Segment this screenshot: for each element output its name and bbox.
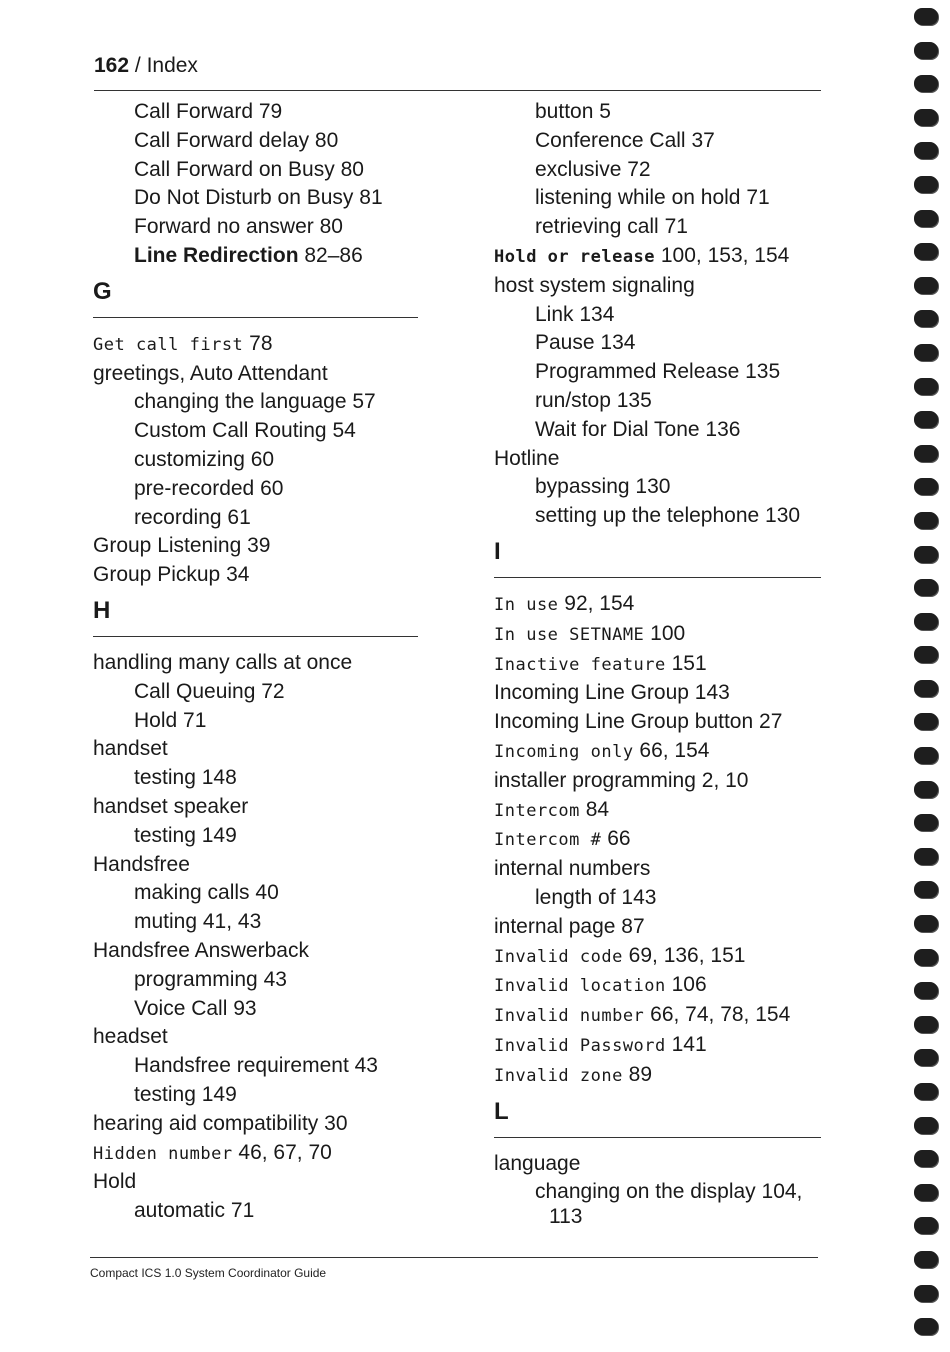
index-subentry bbox=[494, 884, 824, 913]
index-term: Handsfree bbox=[93, 852, 190, 876]
index-page-numbers: 37 bbox=[691, 128, 715, 152]
index-subentry bbox=[93, 184, 418, 213]
index-term: Hold bbox=[93, 1170, 137, 1194]
index-term: host system signaling bbox=[494, 273, 695, 297]
index-page-numbers: 80 bbox=[314, 128, 339, 152]
binding-ring bbox=[914, 1117, 938, 1134]
index-page-numbers: 143 bbox=[621, 885, 657, 909]
index-entry bbox=[93, 937, 418, 966]
index-term: Hold or release bbox=[494, 246, 656, 267]
index-page-numbers: 66, 74, 78, 154 bbox=[650, 1003, 791, 1027]
binding-ring bbox=[914, 378, 938, 395]
index-page-numbers: 141 bbox=[671, 1032, 707, 1056]
index-term: testing bbox=[134, 823, 196, 847]
index-subentry bbox=[494, 156, 824, 185]
index-term: headset bbox=[93, 1025, 168, 1049]
index-entry bbox=[494, 855, 824, 884]
index-term: muting bbox=[134, 910, 198, 934]
index-term: recording bbox=[134, 505, 222, 529]
letter-rule bbox=[494, 1137, 821, 1138]
index-term: Link bbox=[535, 302, 574, 326]
index-subentry bbox=[93, 417, 418, 446]
index-term: Hold bbox=[134, 708, 178, 732]
index-term: retrieving call bbox=[535, 215, 659, 239]
index-subentry bbox=[93, 908, 418, 937]
index-page-numbers: 40 bbox=[255, 881, 279, 905]
binding-ring bbox=[914, 1217, 938, 1234]
index-entry bbox=[494, 737, 824, 767]
index-page-numbers: 135 bbox=[745, 360, 781, 384]
index-subentry bbox=[494, 184, 824, 213]
index-subentry bbox=[93, 127, 418, 156]
index-term: Intercom # bbox=[494, 830, 602, 851]
binding-ring bbox=[914, 1251, 938, 1268]
index-term: Inactive feature bbox=[494, 654, 666, 675]
index-entry bbox=[494, 708, 824, 737]
index-subentry bbox=[494, 358, 824, 387]
index-term: Voice Call bbox=[134, 996, 228, 1020]
index-term: pre-recorded bbox=[134, 476, 255, 500]
index-subentry bbox=[494, 127, 824, 156]
index-term: Hotline bbox=[494, 446, 560, 470]
index-page-numbers: 104, bbox=[761, 1180, 803, 1204]
index-subentry bbox=[93, 995, 418, 1024]
index-term: Incoming Line Group button bbox=[494, 710, 754, 734]
index-page-numbers: 71 bbox=[664, 215, 688, 239]
index-term: Call Forward on Busy bbox=[134, 157, 335, 181]
binding-ring bbox=[914, 546, 938, 563]
index-page-numbers: 148 bbox=[201, 766, 237, 790]
index-page-numbers: 80 bbox=[319, 215, 343, 239]
index-subentry bbox=[93, 504, 418, 533]
index-entry bbox=[494, 767, 824, 796]
index-term: changing on the display bbox=[535, 1180, 756, 1204]
index-term: Invalid number bbox=[494, 1006, 645, 1027]
index-term: Incoming Line Group bbox=[494, 681, 689, 705]
index-term: button bbox=[535, 100, 594, 123]
index-page-numbers: 71 bbox=[183, 708, 207, 732]
letter-rule bbox=[93, 636, 418, 637]
index-subentry bbox=[93, 1081, 418, 1110]
footer-text: Compact ICS 1.0 System Coordinator Guide bbox=[90, 1266, 327, 1280]
index-page-numbers: 30 bbox=[324, 1111, 348, 1135]
index-term: Call Forward delay bbox=[134, 128, 310, 152]
index-term: Forward no answer bbox=[134, 215, 314, 239]
index-term: Invalid zone bbox=[494, 1065, 623, 1086]
index-term: Pause bbox=[535, 331, 595, 355]
index-entry bbox=[93, 330, 418, 360]
index-term: Programmed Release bbox=[535, 360, 740, 384]
index-entry bbox=[494, 272, 824, 301]
binding-ring bbox=[914, 646, 938, 663]
binding-ring bbox=[914, 277, 938, 294]
index-page-numbers: 130 bbox=[635, 475, 671, 499]
binding-ring bbox=[914, 310, 938, 327]
index-term: Call Queuing bbox=[134, 679, 256, 703]
footer-rule bbox=[90, 1257, 818, 1258]
binding-ring bbox=[914, 42, 938, 59]
index-term: Intercom bbox=[494, 800, 580, 821]
index-entry bbox=[494, 1061, 824, 1091]
binding-ring bbox=[914, 210, 938, 227]
binding-ring bbox=[914, 478, 938, 495]
index-page-numbers: 84 bbox=[585, 797, 610, 821]
index-term: Line Redirection bbox=[134, 243, 299, 267]
index-entry bbox=[494, 1150, 824, 1179]
index-page-numbers: 130 bbox=[765, 504, 801, 528]
index-page-numbers: 100 bbox=[650, 621, 686, 645]
index-subentry bbox=[93, 1197, 418, 1226]
index-entry bbox=[93, 851, 418, 880]
index-entry bbox=[494, 242, 824, 272]
index-page-numbers: 80 bbox=[340, 157, 364, 181]
index-term: customizing bbox=[134, 447, 245, 471]
index-term: setting up the telephone bbox=[535, 504, 760, 528]
page-number: 162 bbox=[94, 54, 130, 77]
index-subentry bbox=[494, 387, 824, 416]
index-letter-heading: H bbox=[93, 596, 111, 624]
index-page-numbers: 2, 10 bbox=[701, 768, 749, 792]
index-page-numbers: 134 bbox=[579, 302, 615, 326]
index-subentry bbox=[93, 822, 418, 851]
index-entry bbox=[494, 650, 824, 680]
index-page-numbers: 72 bbox=[261, 679, 285, 703]
binding-ring bbox=[914, 1150, 938, 1167]
index-page-numbers: 43 bbox=[354, 1054, 378, 1078]
binding-ring bbox=[914, 680, 938, 697]
index-page-numbers: 79 bbox=[258, 100, 283, 123]
index-page-numbers: 81 bbox=[359, 186, 383, 210]
index-page-numbers: 69, 136, 151 bbox=[628, 943, 746, 967]
index-subentry bbox=[93, 213, 418, 242]
index-page-numbers: 113 bbox=[549, 1205, 583, 1229]
index-entry bbox=[494, 796, 824, 826]
index-term: Group Listening bbox=[93, 534, 242, 558]
binding-ring bbox=[914, 982, 938, 999]
index-term: Invalid location bbox=[494, 976, 666, 997]
index-subentry bbox=[494, 301, 824, 330]
index-term: language bbox=[494, 1151, 581, 1175]
index-entry bbox=[494, 679, 824, 708]
index-term: run/stop bbox=[535, 388, 611, 412]
index-entry bbox=[494, 1203, 824, 1232]
index-term: Conference Call bbox=[535, 128, 686, 152]
index-page-numbers: 66, 154 bbox=[639, 738, 710, 762]
binding-ring bbox=[914, 814, 938, 831]
index-term: length of bbox=[535, 885, 616, 909]
index-page-numbers: 106 bbox=[671, 973, 707, 997]
binding-ring bbox=[914, 949, 938, 966]
index-page-numbers: 89 bbox=[628, 1062, 653, 1086]
index-page-numbers: 54 bbox=[332, 419, 356, 443]
binding-ring bbox=[914, 445, 938, 462]
binding-ring bbox=[914, 8, 938, 25]
index-subentry bbox=[494, 502, 824, 531]
binding-ring bbox=[914, 915, 938, 932]
binding-ring bbox=[914, 243, 938, 260]
index-subentry bbox=[93, 966, 418, 995]
index-term: testing bbox=[134, 1082, 196, 1106]
index-term: making calls bbox=[134, 881, 250, 905]
section-title: Index bbox=[146, 54, 198, 77]
index-subentry bbox=[93, 475, 418, 504]
binding-ring bbox=[914, 1083, 938, 1100]
index-page-numbers: 46, 67, 70 bbox=[238, 1140, 332, 1164]
index-term: handset speaker bbox=[93, 794, 249, 818]
index-term: programming bbox=[134, 967, 258, 991]
binding-ring bbox=[914, 1049, 938, 1066]
index-page-numbers: 134 bbox=[600, 331, 636, 355]
index-entry bbox=[494, 913, 824, 942]
index-entry bbox=[93, 649, 418, 678]
index-page-numbers: 143 bbox=[694, 681, 730, 705]
index-page-numbers: 61 bbox=[227, 505, 251, 529]
index-page-numbers: 82–86 bbox=[304, 243, 363, 267]
index-term: hearing aid compatibility bbox=[93, 1111, 319, 1135]
index-entry bbox=[93, 1168, 418, 1197]
binding-ring bbox=[914, 142, 938, 159]
index-entry bbox=[93, 735, 418, 764]
index-page-numbers: 135 bbox=[616, 388, 652, 412]
index-page-numbers: 27 bbox=[759, 710, 783, 734]
index-entry bbox=[494, 620, 824, 650]
index-entry bbox=[93, 1139, 418, 1169]
index-subentry bbox=[93, 707, 418, 736]
index-page-numbers: 92, 154 bbox=[564, 591, 635, 615]
index-entry bbox=[494, 445, 824, 474]
index-subentry bbox=[494, 98, 824, 127]
index-entry bbox=[93, 561, 418, 590]
binding-ring bbox=[914, 1016, 938, 1033]
index-subentry bbox=[93, 1052, 418, 1081]
index-subentry bbox=[93, 242, 418, 271]
index-subentry bbox=[93, 98, 418, 127]
index-subentry bbox=[93, 678, 418, 707]
index-term: Wait for Dial Tone bbox=[535, 417, 700, 441]
index-page-numbers: 93 bbox=[233, 996, 257, 1020]
index-term: exclusive bbox=[535, 157, 622, 181]
binding-ring bbox=[914, 1184, 938, 1201]
index-page-numbers: 34 bbox=[226, 563, 250, 587]
index-entry bbox=[494, 825, 824, 855]
binding-ring bbox=[914, 1285, 938, 1302]
index-page-numbers: 5 bbox=[599, 100, 611, 123]
index-letter-heading: G bbox=[93, 277, 112, 305]
index-subentry bbox=[494, 213, 824, 242]
page-header bbox=[94, 53, 198, 79]
index-page-numbers: 136 bbox=[705, 417, 741, 441]
index-term: installer programming bbox=[494, 768, 696, 792]
index-term: changing the language bbox=[134, 390, 347, 414]
index-term: bypassing bbox=[535, 475, 630, 499]
index-term: Custom Call Routing bbox=[134, 419, 327, 443]
letter-rule bbox=[93, 317, 418, 318]
index-term: listening while on hold bbox=[535, 186, 741, 210]
index-term: internal numbers bbox=[494, 857, 651, 881]
index-entry bbox=[494, 590, 824, 620]
index-term: Call Forward bbox=[134, 100, 254, 123]
index-term: handset bbox=[93, 737, 168, 761]
index-term: handling many calls at once bbox=[93, 650, 353, 674]
index-subentry bbox=[93, 879, 418, 908]
spiral-binding bbox=[914, 8, 944, 1352]
index-column-left bbox=[93, 98, 418, 1226]
index-page-numbers: 87 bbox=[621, 914, 645, 938]
index-page-numbers: 72 bbox=[627, 157, 651, 181]
binding-ring bbox=[914, 747, 938, 764]
binding-ring bbox=[914, 781, 938, 798]
binding-ring bbox=[914, 881, 938, 898]
index-subentry bbox=[93, 446, 418, 475]
index-entry bbox=[93, 532, 418, 561]
binding-ring bbox=[914, 713, 938, 730]
index-term: Handsfree Answerback bbox=[93, 938, 309, 962]
header-rule bbox=[94, 90, 821, 91]
index-term: In use bbox=[494, 594, 559, 615]
index-page-numbers: 66 bbox=[607, 827, 631, 851]
index-entry bbox=[494, 1031, 824, 1061]
index-entry bbox=[93, 1023, 418, 1052]
index-entry bbox=[494, 1001, 824, 1031]
index-page-numbers: 71 bbox=[746, 186, 770, 210]
binding-ring bbox=[914, 75, 938, 92]
index-entry bbox=[93, 360, 418, 389]
index-page-numbers: 151 bbox=[671, 651, 707, 675]
index-term: Handsfree requirement bbox=[134, 1054, 349, 1078]
index-term: Do Not Disturb on Busy bbox=[134, 186, 354, 210]
index-term: Invalid code bbox=[494, 946, 623, 967]
binding-ring bbox=[914, 613, 938, 630]
index-letter-heading: L bbox=[494, 1097, 509, 1125]
index-entry bbox=[494, 971, 824, 1001]
index-column-right bbox=[494, 98, 824, 1232]
header-separator: / bbox=[129, 54, 147, 77]
index-term: In use SETNAME bbox=[494, 624, 645, 645]
index-page-numbers: 60 bbox=[260, 476, 284, 500]
index-term: automatic bbox=[134, 1199, 226, 1223]
index-subentry bbox=[93, 764, 418, 793]
index-page-numbers: 71 bbox=[230, 1199, 255, 1223]
index-page-numbers: 149 bbox=[201, 823, 237, 847]
binding-ring bbox=[914, 512, 938, 529]
index-subentry bbox=[494, 473, 824, 502]
index-subentry bbox=[93, 388, 418, 417]
index-subentry bbox=[494, 416, 824, 445]
index-term: Incoming only bbox=[494, 741, 634, 762]
index-entry bbox=[93, 1110, 418, 1139]
binding-ring bbox=[914, 344, 938, 361]
binding-ring bbox=[914, 579, 938, 596]
index-term: greetings, Auto Attendant bbox=[93, 361, 328, 385]
index-term: testing bbox=[134, 766, 196, 790]
index-subentry bbox=[93, 156, 418, 185]
index-entry bbox=[494, 942, 824, 972]
index-term: Hidden number bbox=[93, 1143, 233, 1164]
binding-ring bbox=[914, 109, 938, 126]
letter-rule bbox=[494, 577, 821, 578]
binding-ring bbox=[914, 411, 938, 428]
index-page-numbers: 41, 43 bbox=[202, 910, 262, 934]
index-subentry bbox=[494, 329, 824, 358]
index-page-numbers: 43 bbox=[263, 967, 287, 991]
index-entry bbox=[93, 793, 418, 822]
index-term: Get call first bbox=[93, 334, 244, 355]
index-term: Invalid Password bbox=[494, 1035, 666, 1056]
binding-ring bbox=[914, 1318, 938, 1335]
index-term: internal page bbox=[494, 914, 616, 938]
index-page-numbers: 149 bbox=[201, 1082, 237, 1106]
index-term: Group Pickup bbox=[93, 563, 221, 587]
binding-ring bbox=[914, 848, 938, 865]
index-page-numbers: 57 bbox=[352, 390, 376, 414]
index-page-numbers: 100, 153, 154 bbox=[660, 243, 790, 267]
binding-ring bbox=[914, 176, 938, 193]
index-page-numbers: 78 bbox=[249, 331, 273, 355]
index-subentry bbox=[494, 1178, 824, 1207]
index-letter-heading: I bbox=[494, 537, 501, 565]
index-page-numbers: 39 bbox=[247, 534, 271, 558]
index-page-numbers: 60 bbox=[250, 447, 275, 471]
